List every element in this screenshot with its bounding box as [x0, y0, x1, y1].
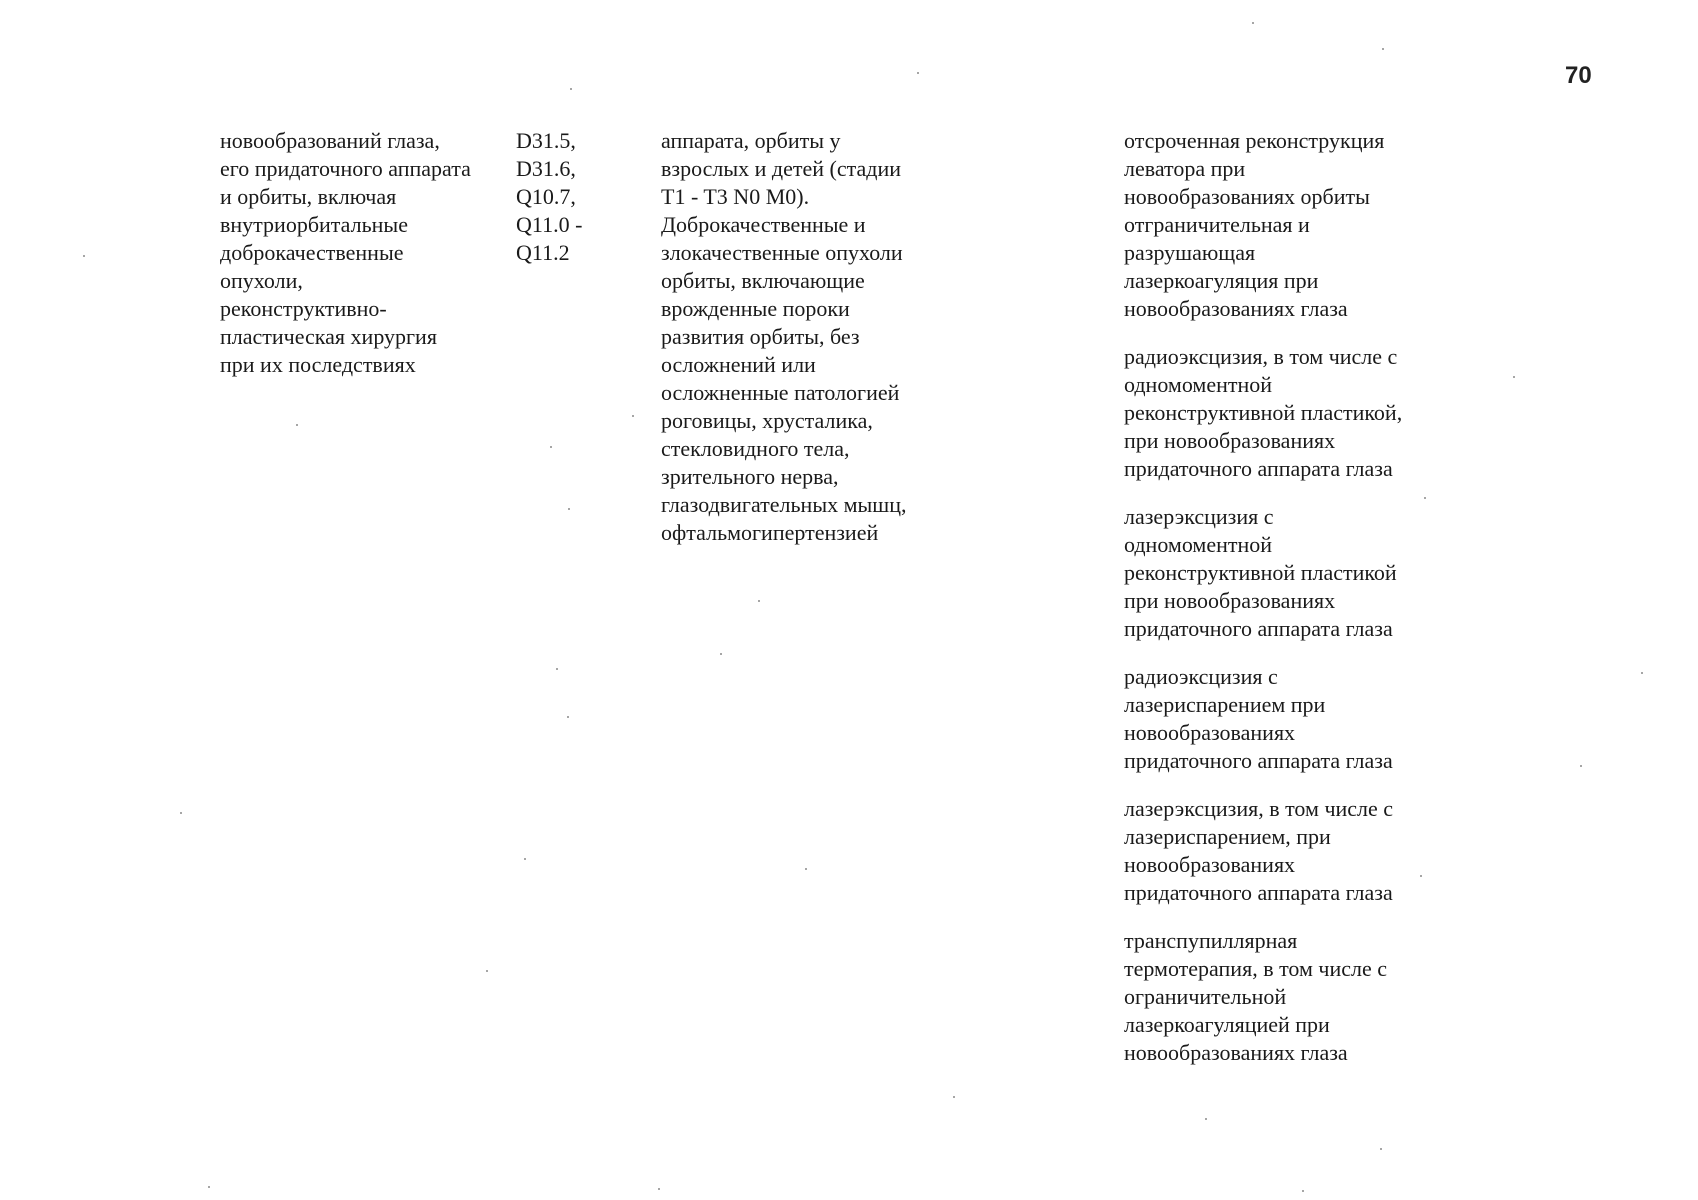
scan-speck	[805, 868, 807, 870]
treatment-line: реконструктивной пластикой,	[1124, 400, 1403, 425]
scan-speck	[1252, 22, 1254, 24]
treatment-line: ограничительной	[1124, 984, 1287, 1009]
scan-speck	[180, 812, 182, 814]
scan-speck	[1380, 1148, 1382, 1150]
scan-speck	[208, 1186, 210, 1188]
patient-model-line: развития орбиты, без	[661, 324, 860, 349]
treatment-line: лазеркоагуляция при	[1124, 268, 1319, 293]
scan-speck	[758, 600, 760, 602]
treatment-method	[1124, 795, 1484, 907]
patient-model-line: злокачественные опухоли	[661, 240, 903, 265]
diagnosis-line: опухоли,	[220, 268, 303, 293]
treatment-line: новообразованиях	[1124, 852, 1296, 877]
treatment-line: термотерапия, в том числе с	[1124, 956, 1388, 981]
scan-speck	[632, 415, 634, 417]
patient-model-line: осложнений или	[661, 352, 816, 377]
treatment-line: придаточного аппарата глаза	[1124, 880, 1393, 905]
treatment-method	[1124, 343, 1484, 483]
treatment-line: радиоэксцизия с	[1124, 664, 1278, 689]
icd-code: D31.5,	[516, 128, 576, 153]
icd-code: D31.6,	[516, 156, 576, 181]
treatment-line: одномоментной	[1124, 532, 1273, 557]
diagnosis-line: и орбиты, включая	[220, 184, 397, 209]
treatment-method	[1124, 503, 1484, 643]
scan-speck	[556, 668, 558, 670]
treatment-line: радиоэксцизия, в том числе с	[1124, 344, 1398, 369]
page-number: 70	[1565, 62, 1592, 89]
scan-speck	[570, 88, 572, 90]
treatment-line: леватора при	[1124, 156, 1246, 181]
patient-model-line: глазодвигательных мышц,	[661, 492, 907, 517]
treatment-line: отграничительная и	[1124, 212, 1310, 237]
patient-model-line: T1 - T3 N0 M0).	[661, 184, 810, 209]
treatment-line: придаточного аппарата глаза	[1124, 616, 1393, 641]
treatment-line: разрушающая	[1124, 240, 1256, 265]
scan-speck	[567, 716, 569, 718]
treatment-line: новообразованиях	[1124, 720, 1296, 745]
treatment-line: новообразованиях глаза	[1124, 1040, 1348, 1065]
treatment-line: одномоментной	[1124, 372, 1273, 397]
scan-speck	[1424, 497, 1426, 499]
diagnosis-line: внутриорбитальные	[220, 212, 408, 237]
scan-speck	[1382, 48, 1384, 50]
patient-model-line: осложненные патологией	[661, 380, 900, 405]
diagnosis-line: доброкачественные	[220, 240, 404, 265]
patient-model-line: роговицы, хрусталика,	[661, 408, 873, 433]
treatment-line: новообразованиях глаза	[1124, 296, 1348, 321]
treatment-line: отсроченная реконструкция	[1124, 128, 1385, 153]
treatment-line: лазерэксцизия с	[1124, 504, 1274, 529]
diagnosis-line: его придаточного аппарата	[220, 156, 471, 181]
diagnosis-line: реконструктивно-	[220, 296, 387, 321]
icd-code: Q11.2	[516, 240, 570, 265]
treatment-line: лазеркоагуляцией при	[1124, 1012, 1330, 1037]
treatment-line: лазерэксцизия, в том числе с	[1124, 796, 1394, 821]
scan-speck	[1205, 1118, 1207, 1120]
scan-speck	[658, 1188, 660, 1190]
scan-speck	[720, 653, 722, 655]
scan-speck	[550, 446, 552, 448]
patient-model-line: стекловидного тела,	[661, 436, 850, 461]
treatment-line: при новообразованиях	[1124, 588, 1336, 613]
scan-speck	[83, 255, 85, 257]
treatment-method	[1124, 927, 1484, 1067]
scan-speck	[296, 424, 298, 426]
treatment-line: лазериспарением, при	[1124, 824, 1331, 849]
scan-speck	[917, 72, 919, 74]
scan-speck	[524, 858, 526, 860]
scan-speck	[1513, 376, 1515, 378]
treatment-line: транспупиллярная	[1124, 928, 1298, 953]
diagnosis-column	[220, 127, 510, 379]
patient-model-line: зрительного нерва,	[661, 464, 839, 489]
scan-speck	[1641, 672, 1643, 674]
patient-model-line: Доброкачественные и	[661, 212, 866, 237]
icd-code: Q11.0 -	[516, 212, 583, 237]
scan-speck	[1420, 875, 1422, 877]
patient-model-line: орбиты, включающие	[661, 268, 865, 293]
scan-speck	[1580, 765, 1582, 767]
diagnosis-line: при их последствиях	[220, 352, 416, 377]
treatment-line: придаточного аппарата глаза	[1124, 456, 1393, 481]
diagnosis-line: новообразований глаза,	[220, 128, 440, 153]
treatment-line: реконструктивной пластикой	[1124, 560, 1397, 585]
patient-model-column	[661, 127, 961, 547]
icd-code: Q10.7,	[516, 184, 576, 209]
treatment-method	[1124, 127, 1484, 323]
treatment-line: придаточного аппарата глаза	[1124, 748, 1393, 773]
patient-model-line: офтальмогипертензией	[661, 520, 879, 545]
scan-speck	[953, 1096, 955, 1098]
icd-codes-column	[516, 127, 626, 267]
scan-speck	[1302, 1190, 1304, 1192]
patient-model-line: врожденные пороки	[661, 296, 850, 321]
treatment-method	[1124, 663, 1484, 775]
treatment-line: при новообразованиях	[1124, 428, 1336, 453]
treatment-line: новообразованиях орбиты	[1124, 184, 1370, 209]
patient-model-line: аппарата, орбиты у	[661, 128, 841, 153]
scan-speck	[568, 508, 570, 510]
treatment-methods-column	[1124, 127, 1484, 1087]
diagnosis-line: пластическая хирургия	[220, 324, 437, 349]
scan-speck	[486, 970, 488, 972]
treatment-line: лазериспарением при	[1124, 692, 1326, 717]
patient-model-line: взрослых и детей (стадии	[661, 156, 902, 181]
